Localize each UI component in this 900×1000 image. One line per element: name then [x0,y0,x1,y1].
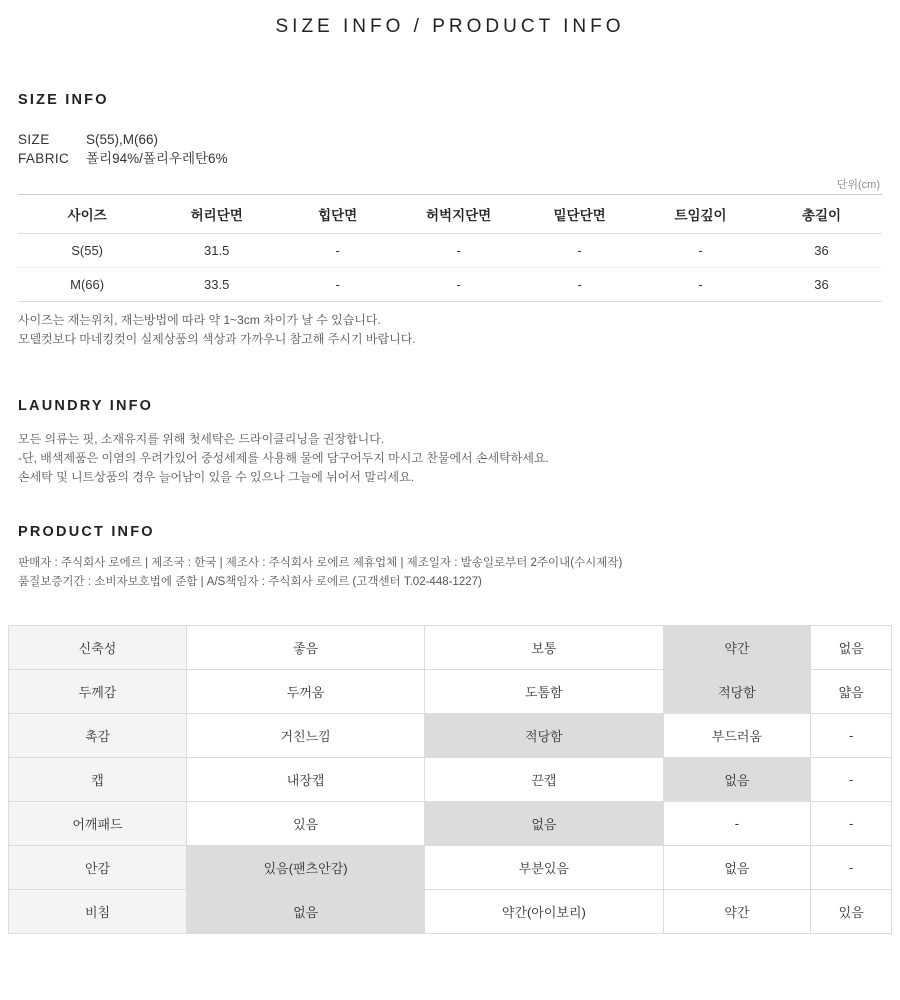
attribute-label: 촉감 [9,714,187,758]
attribute-option-selected: 약간 [663,626,811,670]
attribute-option: - [811,714,892,758]
size-info-heading: SIZE INFO [18,92,109,108]
table-header-row [18,195,882,234]
size-info-key-values [18,130,882,168]
size-table-notes [18,311,882,349]
product-info-text [18,554,882,592]
table-cell: - [519,268,640,302]
column-header: 트임깊이 [640,195,761,234]
table-cell: - [519,234,640,268]
table-row [9,714,892,758]
column-header: 허벅지단면 [398,195,519,234]
table-cell: - [398,234,519,268]
laundry-line: 손세탁 및 니트상품의 경우 늘어남이 있을 수 있으나 그늘에 뉘어서 말리세요. [18,470,415,484]
attribute-option: 부분있음 [425,846,663,890]
attribute-option: 도톰함 [425,670,663,714]
product-info-section [18,524,882,592]
column-header: 총길이 [761,195,882,234]
attribute-label: 안감 [9,846,187,890]
attribute-option: - [811,846,892,890]
table-row [18,234,882,268]
table-cell: - [640,234,761,268]
attribute-option-selected: 있음(팬츠안감) [187,846,425,890]
table-row [9,802,892,846]
size-note-line: 사이즈는 재는위치, 재는방법에 따라 약 1~3cm 차이가 날 수 있습니다. [18,313,381,327]
table-row [18,268,882,302]
product-info-heading: PRODUCT INFO [18,524,155,540]
product-line: 판매자 : 주식회사 로에르 | 제조국 : 한국 | 제조사 : 주식회사 로에르 제휴업체 | 제조일자 : 발송일로부터 2주이내(수시제작) [18,557,623,569]
size-info-value: S(55),M(66) [86,132,159,147]
table-cell: - [277,234,398,268]
attribute-label: 두께감 [9,670,187,714]
attribute-option: 두꺼움 [187,670,425,714]
attribute-option: 약간 [663,890,811,934]
product-line: 품질보증기간 : 소비자보호법에 준함 | A/S책임자 : 주식회사 로에르 (고객센터 T.02-448-1227) [18,576,482,588]
attribute-label: 신축성 [9,626,187,670]
unit-note: 단위(cm) [836,179,880,191]
attribute-option-selected: 없음 [187,890,425,934]
size-info-key: FABRIC [18,151,70,166]
table-row [9,758,892,802]
attribute-option-selected: 적당함 [663,670,811,714]
attribute-grid [8,625,892,934]
size-info-pair [18,149,882,168]
size-measurement-table [18,194,882,302]
attribute-option: - [663,802,811,846]
page-title: SIZE INFO / PRODUCT INFO [275,16,625,37]
table-cell: 36 [761,268,882,302]
laundry-info-text [18,430,882,487]
table-cell: M(66) [18,268,156,302]
attribute-option: 부드러움 [663,714,811,758]
attribute-option: - [811,802,892,846]
column-header: 힙단면 [277,195,398,234]
attribute-option: 있음 [187,802,425,846]
attribute-option: 없음 [811,626,892,670]
column-header: 사이즈 [18,195,156,234]
laundry-info-heading: LAUNDRY INFO [18,398,154,414]
attribute-option: 없음 [663,846,811,890]
attribute-option: 거친느낌 [187,714,425,758]
laundry-info-section [18,398,882,487]
laundry-line: -단, 배색제품은 이염의 우려가있어 중성세제를 사용해 물에 담구어두지 마시고 찬물에서 손세탁하세요. [18,451,549,465]
attribute-option: 좋음 [187,626,425,670]
table-cell: S(55) [18,234,156,268]
table-row [9,626,892,670]
table-cell: 36 [761,234,882,268]
table-cell: 31.5 [156,234,277,268]
attribute-option: 보통 [425,626,663,670]
attribute-option: 내장캡 [187,758,425,802]
size-note-line: 모델컷보다 마네킹컷이 실제상품의 색상과 가까우니 참고해 주시기 바랍니다. [18,332,416,346]
table-cell: 33.5 [156,268,277,302]
attribute-option: 약간(아이보리) [425,890,663,934]
table-cell: - [398,268,519,302]
table-row [9,846,892,890]
table-cell: - [640,268,761,302]
attribute-label: 비침 [9,890,187,934]
attribute-option: 있음 [811,890,892,934]
attribute-option: - [811,758,892,802]
attribute-option-selected: 없음 [663,758,811,802]
column-header: 밑단단면 [519,195,640,234]
table-cell: - [277,268,398,302]
table-row [9,670,892,714]
size-info-section [18,92,882,349]
attribute-label: 캡 [9,758,187,802]
size-info-value: 폴리94%/폴리우레탄6% [86,151,228,166]
size-info-pair [18,130,882,149]
attribute-option: 얇음 [811,670,892,714]
attribute-option: 끈캡 [425,758,663,802]
attribute-table [8,625,892,934]
attribute-label: 어깨패드 [9,802,187,846]
laundry-line: 모든 의류는 핏, 소재유지를 위해 첫세탁은 드라이클리닝을 권장합니다. [18,432,385,446]
column-header: 허리단면 [156,195,277,234]
attribute-option-selected: 없음 [425,802,663,846]
size-info-key: SIZE [18,132,50,147]
table-row [9,890,892,934]
attribute-option-selected: 적당함 [425,714,663,758]
